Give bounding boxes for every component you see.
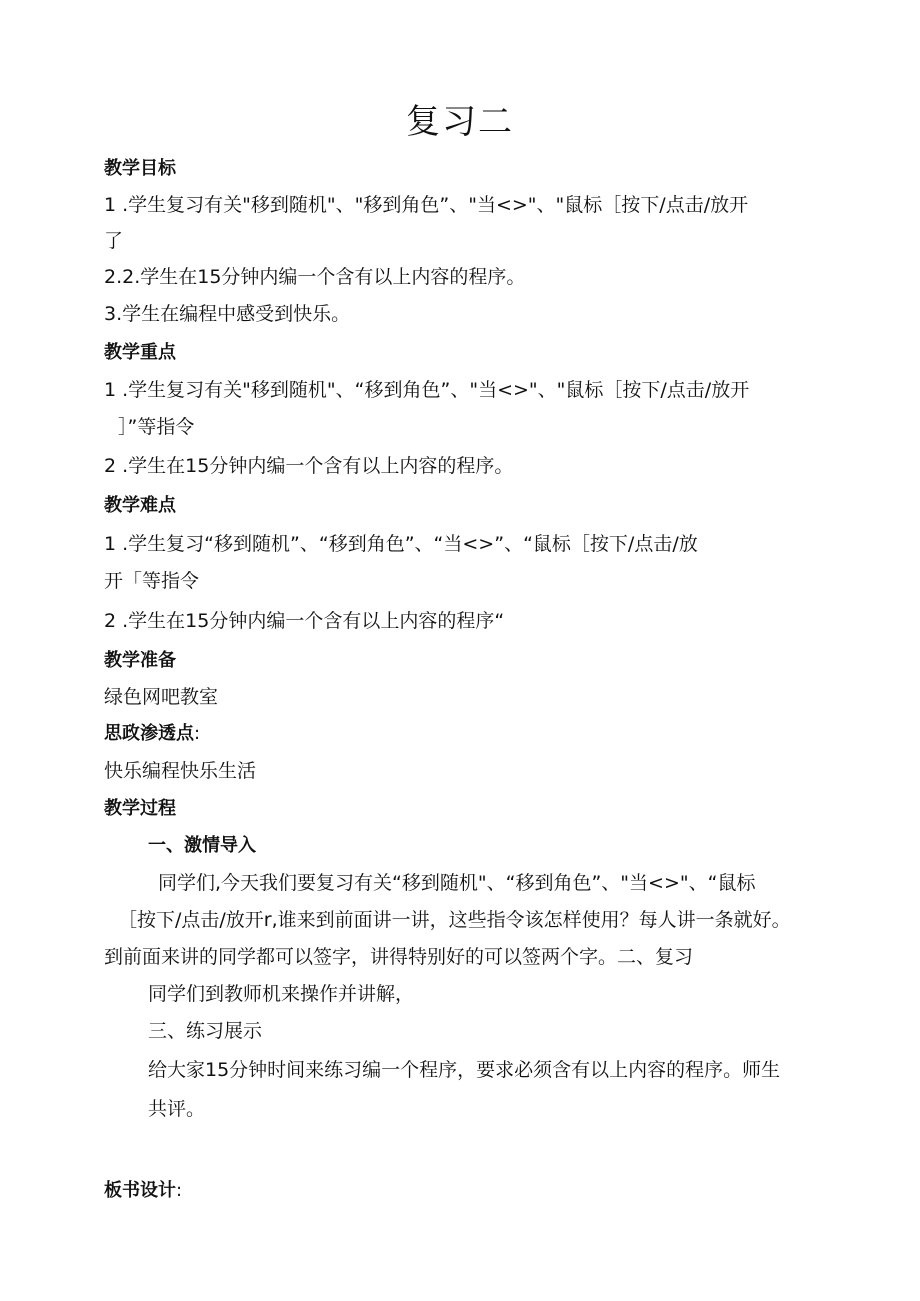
goals-line-4: 3.学生在编程中感受到快乐。 [104,303,351,325]
ideology-heading: 思政渗透点 [104,723,194,744]
goals-line-2: 了 [104,230,124,252]
process-para-2: ［按下/点击/放开r,谁来到前面讲一讲，这些指令该怎样使用？每人讲一条就好。 [118,909,791,931]
page-title: 复习二 [406,102,514,142]
board-heading-row [104,1178,182,1204]
goals-line-3: 2.2.学生在15分钟内编一个含有以上内容的程序。 [104,266,526,288]
process-para-6: 给大家15分钟时间来练习编一个程序，要求必须含有以上内容的程序。师生 [148,1059,781,1081]
difficulties-line-2: 开「等指令 [104,570,200,592]
process-para-3: 到前面来讲的同学都可以签字，讲得特别好的可以签两个字。二、复习 [104,946,694,968]
goals-heading: 教学目标 [104,158,176,179]
goals-line-1: 1 .学生复习有关"移到随机"、"移到角色”、"当<>"、"鼠标［按下/点击/放开 [104,194,749,216]
ideology-heading-row [104,721,200,747]
keypoints-line-2: ］”等指令 [118,416,195,438]
board-heading: 板书设计 [104,1180,176,1201]
ideology-colon: : [194,723,201,744]
process-para-4: 同学们到教师机来操作并讲解， [148,983,415,1005]
process-para-1: 同学们,今天我们要复习有关“移到随机"、“移到角色”、"当<>"、“鼠标 [158,872,756,894]
ideology-line-1: 快乐编程快乐生活 [104,760,257,782]
keypoints-heading: 教学重点 [104,342,176,363]
process-para-7: 共评。 [148,1098,206,1120]
difficulties-line-3: 2 .学生在15分钟内编一个含有以上内容的程序“ [104,610,505,632]
keypoints-line-3: 2 .学生在15分钟内编一个含有以上内容的程序。 [104,455,514,477]
practice-heading: 三、练习展示 [148,1020,263,1042]
process-heading: 教学过程 [104,798,176,819]
difficulties-line-1: 1 .学生复习“移到随机”、“移到角色”、“当<>”、“鼠标［按下/点击/放 [104,533,698,555]
prep-heading: 教学准备 [104,650,176,671]
difficulties-heading: 教学难点 [104,495,176,516]
board-colon: : [176,1180,183,1201]
intro-heading: 一、激情导入 [148,835,256,856]
keypoints-line-1: 1 .学生复习有关"移到随机"、“移到角色”、"当<>"、"鼠标［按下/点击/放开 [104,379,750,401]
prep-line-1: 绿色网吧教室 [104,686,219,708]
